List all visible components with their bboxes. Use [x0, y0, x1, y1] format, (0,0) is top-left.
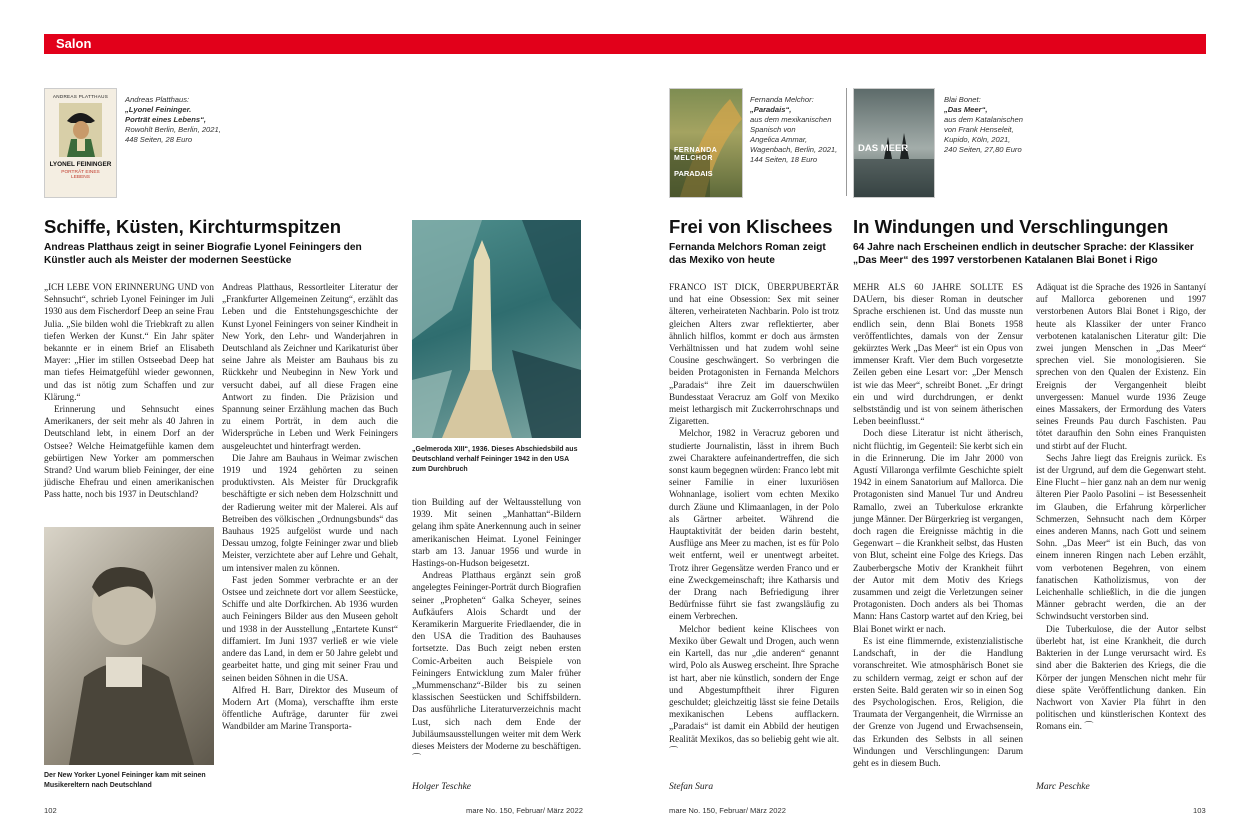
body-paradais: FRANCO IST DICK, ÜBERPUBERTÄR und hat eine Obsession: Sex mit seiner älteren, verheirateten Nachbarin. Polo ist trotz gleichen Alters zwar reflektierter, aber ähnlich hilflos, kommt er doch aus ärmsten Verhältnissen und hat zudem wohl seine Cousine geschwängert. So verbringen die beiden Protagonisten in Fernanda Melchors „Paradais“ ihre Zeit im dauerschwülen Bundesstaat Veracruz am Golf von Mexiko meist lethargisch mit Zuckerrohrschnaps und Zigaretten. Melchor, 1982 in Veracruz geboren und studierte Journalistin, lässt in ihrem Buch zwei Charaktere aufeinandertreffen, die sich sonst kaum begegnen würden: Franco lebt mit seiner Familie in einer luxuriösen Wohnanlage, isoliert vom echten Mexiko durch Zäune und Klimaanlagen, in der Polo als Gärtner arbeitet. Während die Hauptaktivität der beiden darin besteht, Ausflüge ans Meer zu machen, ist es für Polo weit entfernt, weil er unentwegt arbeitet. Trotz ihrer Gegensätze werden Franco und er eine Zweckgemeinschaft; ihre Katharsis und der Drang nach Befriedigung ihrer Bedürfnisse führt sie fast zwangsläufig zu einem Verbrechen. Melchor bedient keine Klischees von Mexiko über Gewalt und Drogen, auch wenn ein Kartell, das nur „die anderen“ genannt wird, Polo als Ausweg erscheint. Ihre Sprache ist hart, aber nie künstlich, sondern der Enge und Abgestumpftheit ihrer Figuren geschuldet; gleichzeitig lässt sie feine Details mexikanischen Lebens aufflackern. „Paradais“ ist damit ein Abbild der heutigen Realität Mexikos, das so beliebig geht wie alt. ⌒ — [669, 282, 839, 756]
column-rule — [846, 88, 847, 196]
headline-paradais: Frei von Klischees — [669, 216, 833, 237]
gelmeroda-painting — [412, 220, 581, 438]
body-feininger-col3: tion Building auf der Weltausstellung von 1939. Mit seinen „Manhattan“-Bildern gelang ihm späte Anerkennung auch in seiner amerikanischen Heimat. Lyonel Feininger starb am 13. Januar 1956 und wurde in Hastings-on-Hudson beigesetzt. Andreas Platthaus ergänzt sein groß angelegtes Feininger-Porträt durch Biografien seiner „Propheten“ Galka Scheyer, seines Aufkäufers Alois Schardt und der Keramikerin Marguerite Friedlaender, die in den USA die Tradition des Bauhauses fortsetzte. Das Buch zeigt neben ersten Comic-Arbeiten auch Beispiele von Feiningers Entwicklung zum Maler früher „Mummenschanz“-Bilder bis zu seinen klassischen Seestücken und Schiffsbildern. Das ausführliche Literaturverzeichnis macht Lust, sich nach dem Ende der Jubiläumsausstellungen weiter mit dem Werk dieses Meisters der Moderne zu beschäftigen. ⌒ — [412, 497, 581, 764]
page-number-left: 102 — [44, 806, 57, 815]
book-info-das-meer: Blai Bonet: „Das Meer“, aus dem Katalanischen von Frank Henseleit, Kupido, Köln, 2021, 240 Seiten, 27,80 Euro — [944, 95, 1023, 154]
dek-feininger: Andreas Platthaus zeigt in seiner Biografie Lyonel Feiningers den Künstler auch als Meister der modernen Seestücke — [44, 242, 362, 266]
photo-caption: Der New Yorker Lyonel Feininger kam mit seinen Musikereltern nach Deutschland — [44, 772, 206, 789]
section-bar — [44, 34, 1206, 54]
headline-das-meer: In Windungen und Verschlingungen — [853, 216, 1169, 237]
painting-caption: „Gelmeroda XIII“, 1936. Dieses Abschiedsbild aus Deutschland verhalf Feininger 1942 in den USA zum Durchbruch — [412, 446, 578, 473]
book-cover-paradais — [669, 88, 743, 198]
cover-title: PARADAIS — [674, 169, 713, 178]
byline-sura: Stefan Sura — [669, 782, 714, 792]
dek-paradais: Fernanda Melchors Roman zeigt das Mexiko von heute — [669, 242, 826, 266]
issue-label-left: mare No. 150, Februar/ März 2022 — [466, 806, 583, 815]
section-label: Salon — [56, 36, 92, 51]
paradais-art — [670, 89, 742, 197]
page-number-right: 103 — [1193, 806, 1206, 815]
cover-author: FERNANDA MELCHOR — [674, 147, 718, 162]
body-feininger-col2: Andreas Platthaus, Ressortleiter Literatur der „Frankfurter Allgemeinen Zeitung“, erzählt das Leben und die Entstehungsgeschichte der Kunst Lyonel Feiningers von seiner Kindheit in New York, den Lehr- und Wanderjahren in Deutschland als Zeichner und Karikaturist über seine Jahre als Meister am Bauhaus bis zu Rückkehr und Neubeginn in New York und versucht dabei, auf all diese Fragen eine Antwort zu finden. Die Präzision und Spannung seiner Erzählung machen das Buch zu einem Porträt, in dem auch die Widersprüche in Leben und Werk Feiningers ausgeleuchtet und hinterfragt werden. Die Jahre am Bauhaus in Weimar zwischen 1919 und 1924 gehörten zu seinen produktivsten. Als Meister für Druckgrafik beschäftigte er sich neben dem Holzschnitt und der Radierung weiter mit der Malerei. Als auf Betreiben des völkischen „Ordnungsbunds“ das Bauhaus 1925 aufgelöst wurde und nach Dessau umzog, folgte Feininger zwar und blieb Meister, verzichtete aber auf Lehre und Gehalt, um intensiver malen zu können. Fast jeden Sommer verbrachte er an der Ostsee und zeichnete dort vor allem Seestücke, Schiffe und alte Dorfkirchen. Ab 1936 wurden auch Feiningers Bilder aus den Museen geholt und 1938 in der Ausstellung „Entartete Kunst“ diffamiert. Im Juni 1937 verließ er wie viele andere das Land, in dem er 50 Jahre gelebt und gearbeitet hatte, und ging mit seiner Frau und seinen beiden Söhnen in die USA. Alfred H. Barr, Direktor des Museum of Modern Art (Moma), verschaffte ihm erste öffentliche Aufträge, darunter für zwei Wandbilder am Marine Transporta- — [222, 282, 398, 732]
feininger-photo — [44, 527, 214, 765]
body-feininger-col1: „ICH LEBE VON ERINNERUNG UND von Sehnsucht“, schrieb Lyonel Feininger im Juli 1930 aus dem Fischerdorf Deep an seine Frau Julia. „Sie bilden wohl die Triebkraft zu allen tiefen Werken der Kunst.“ Ein Jahr später bekannte er in einem Brief an Elisabeth Mayer: „Hier im stillen Ostseebad Deep hat man tiefes Heimatgefühl wieder gewonnen, und das ist nötig zum Schaffen und zur Klärung.“ Erinnerung und Sehnsucht eines Amerikaners, der seit mehr als 40 Jahren in Deutschland lebt, in einem Dorf an der Ostsee? Welche Heimatgefühle kamen dem gebürtigen New Yorker am pommerschen Strand? Und warum blieb Feininger, der eine jüdische Ehefrau und einen amerikanischen Pass hatte, noch bis 1937 in Deutschland? — [44, 282, 214, 500]
headline-feininger: Schiffe, Küsten, Kirchturmspitzen — [44, 216, 342, 237]
cover-author: ANDREAS PLATTHAUS — [52, 94, 109, 99]
book-info-feininger: Andreas Platthaus: „Lyonel Feininger. Porträt eines Lebens“, Rowohlt Berlin, Berlin, 2021, 448 Seiten, 28 Euro — [125, 95, 221, 144]
book-cover-feininger — [44, 88, 117, 198]
cover-title: DAS MEER — [858, 143, 909, 154]
book-info-paradais: Fernanda Melchor: „Paradais“, aus dem mexikanischen Spanisch von Angelica Ammar, Wagenbach, Berlin, 2021, 144 Seiten, 18 Euro — [750, 95, 838, 164]
byline-peschke: Marc Peschke — [1036, 782, 1090, 792]
body-das-meer-col2: Adäquat ist die Sprache des 1926 in Santanyí auf Mallorca geborenen und 1997 verstorbenen Autors Blai Bonet i Rigo, der heute als Klassiker der unter Franco verbotenen katalanischen Literatur gilt: Die zwei jungen Menschen in „Das Meer“ sprechen viel. Sie monologisieren. Sie sprechen von den Qualen der Existenz. Ein Ereignis der Vergangenheit bleibt unvergessen: Manuel wurde 1936 Zeuge eines Massakers, der Ermordung des Vaters seines Freunds Pau durch Faschisten. Pau tötet daraufhin den Sohn eines Franquisten und stirbt auf der Flucht. Sechs Jahre liegt das Ereignis zurück. Es ist der Urgrund, auf dem die Gegenwart steht. Eine Flucht – hier ganz nah an dem nur wenig älteren Pier Paolo Pasolini – ist Besessenheit im Glauben, die Erfahrung körperlicher Schmerzen, Sehnsucht nach dem Körper eines anderen Manns, nach Gott und seinem Sohn. „Das Meer“ ist ein Buch, das von einem inneren Ringen nach Leben erzählt, vom verbotenen Begehren, von einem fanatischen Katholizismus, von der Leichenhalle schließlich, in die die jungen Männer gebracht werden, die an der Schwindsucht verstorben sind. Die Tuberkulose, die der Autor selbst überlebt hat, ist eine Krankheit, die durch Bakterien in der Lunge verursacht wird. Es sind aber die Bakterien des Kriegs, die die Körper der jungen Menschen nicht mehr für diese späte Veröffentlichung danken. Ein Nachwort von Xavier Pla führt in den politischen und künstlerischen Kontext des Romans ein. ⌒ — [1036, 282, 1206, 732]
body-das-meer-col1: MEHR ALS 60 JAHRE SOLLTE ES DAUern, bis dieser Roman in deutscher Sprache erschienen ist. Und das musste nun endlich sein, denn Blai Bonets 1958 veröffentlichtes, damals von der Zensur gekürztes Werk „Das Meer“ ist ein Opus von immenser Kraft. Vier dem Buch vorgesetzte Zeilen geben eine Lesart vor: „Der Mensch ist wie das Meer“, schreibt Bonet. „Er dringt ein und wird durchdrungen, er denkt selbstständig und ist von seinem ätherischen Leben beeinflusst.“ Doch diese Literatur ist nicht ätherisch, nicht flüchtig, im Gegenteil: Sie kerbt sich ein in die Erinnerung. Die im Jahr 2000 von Agustí Villaronga verfilmte Geschichte spielt 1942 in einem Sanatorium auf Mallorca. Die Protagonisten sind Manuel Tur und Andreu Ramallo, zwei an Tuberkulose erkrankte junge Männer. Der Bürgerkrieg ist vergangen, doch ragen die Ereignisse mächtig in die Gegenwart – die Krankheit selbst, das Husten von Blut, scheint eine Folge des Kriegs. Das Zauberbergsche Motiv der Krankheit führt der Autor mit dem Motiv des Kriegs zusammen und zeigt die Verletzungen seiner Protagonisten. Doch anders als bei Thomas Mann: Hans Castorp wartet auf den Krieg, bei Blai Bonet wirkt er nach. Es ist eine flimmernde, existenzialistische Landschaft, in der die Handlung voranschreitet. Wie atmosphärisch Bonet sie zu schildern vermag, zeigt er schon auf der ersten Seite. Bald geraten wir so in einen Sog des Psychologischen. Eros, Religion, die Traumata der Vergangenheit, die Wirrnisse an der Grenze von Jugend und Erwachsensein, das Erkunden des Selbsts in all seinen Windungen und Verschlingungen: Darum geht es in diesem Buch. — [853, 282, 1023, 768]
book-cover-das-meer — [853, 88, 935, 198]
gelmeroda-shapes — [412, 220, 581, 438]
feininger-photo-figure — [44, 527, 214, 765]
issue-label-right: mare No. 150, Februar/ März 2022 — [669, 806, 786, 815]
cover-subtitle: PORTRÄT EINES LEBENS — [61, 170, 100, 180]
dek-das-meer: 64 Jahre nach Erscheinen endlich in deutscher Sprache: der Klassiker „Das Meer“ des 1997 verstorbenen Katalanen Blai Bonet i Rigo — [853, 242, 1194, 266]
byline-teschke: Holger Teschke — [412, 782, 472, 792]
cover-portrait — [45, 99, 116, 159]
cover-title: LYONEL FEININGER — [49, 161, 112, 168]
